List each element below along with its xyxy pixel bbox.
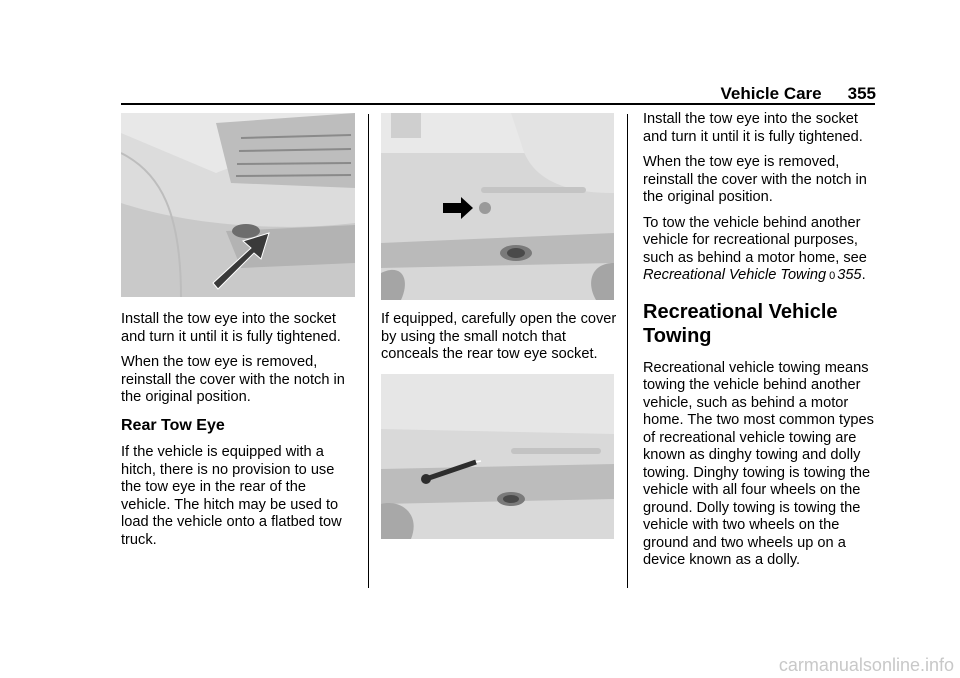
page-header: [721, 84, 877, 104]
left-column: [121, 311, 357, 557]
open-cover-tool-illustration: [381, 374, 614, 539]
paragraph-open-cover: If equipped, carefully open the cover by using the small notch that conceals the rear tow eye socket.: [381, 311, 617, 362]
paragraph-recreational-towing: Recreational vehicle towing means towing the vehicle behind another vehicle, such as behind a motor home. The two most common types of recreational vehicle towing are known as dinghy towing and dolly towing. Dinghy towing is towing the vehicle with all four wheels on the ground. Dolly towing is towing the vehicle with two wheels on the ground and two wheels up on a device known as a dolly.: [643, 359, 874, 568]
page-number: 355: [847, 84, 876, 103]
reference-page[interactable]: 355: [837, 267, 862, 283]
paragraph-hitch-note: If the vehicle is equipped with a hitch, there is no provision to use the tow eye in the rear of the vehicle. The hitch may be used to load the vehicle onto a flatbed tow truck.: [121, 444, 342, 548]
middle-column: [381, 311, 621, 372]
rear-cover-illustration: [381, 113, 614, 300]
paragraph-install-tow-eye: Install the tow eye into the socket and turn it until it is fully tightened.: [121, 311, 341, 345]
watermark: carmanualsonline.info: [778, 655, 954, 675]
reference-link[interactable]: Recreational Vehicle Towing: [643, 267, 827, 283]
paragraph-tow-eye-removed-2: When the tow eye is removed, reinstall the cover with the notch in the original position.: [643, 154, 867, 205]
heading-recreational-vehicle-towing: Recreational Vehicle Towing: [643, 300, 838, 347]
front-tow-eye-illustration: [121, 113, 355, 297]
paragraph-install-tow-eye-2: Install the tow eye into the socket and turn it until it is fully tightened.: [643, 111, 863, 145]
paragraph-tow-eye-removed: When the tow eye is removed, reinstall the cover with the notch in the original position.: [121, 354, 345, 405]
right-column: [643, 111, 879, 578]
paragraph-recreational-reference: To tow the vehicle behind another vehicle for recreational purposes, such as behind a motor home, see Recreational Vehicle Towing 0 355.: [643, 214, 867, 283]
page-reference-icon: 0: [829, 270, 836, 282]
column-divider-right: [627, 114, 628, 588]
header-section-title: Vehicle Care: [720, 84, 822, 103]
reference-text: To tow the vehicle behind another vehicle for recreational purposes, such as behind a motor home, see: [643, 214, 867, 266]
column-divider-left: [368, 114, 369, 588]
heading-rear-tow-eye: Rear Tow Eye: [121, 416, 225, 434]
header-rule: [121, 103, 875, 105]
